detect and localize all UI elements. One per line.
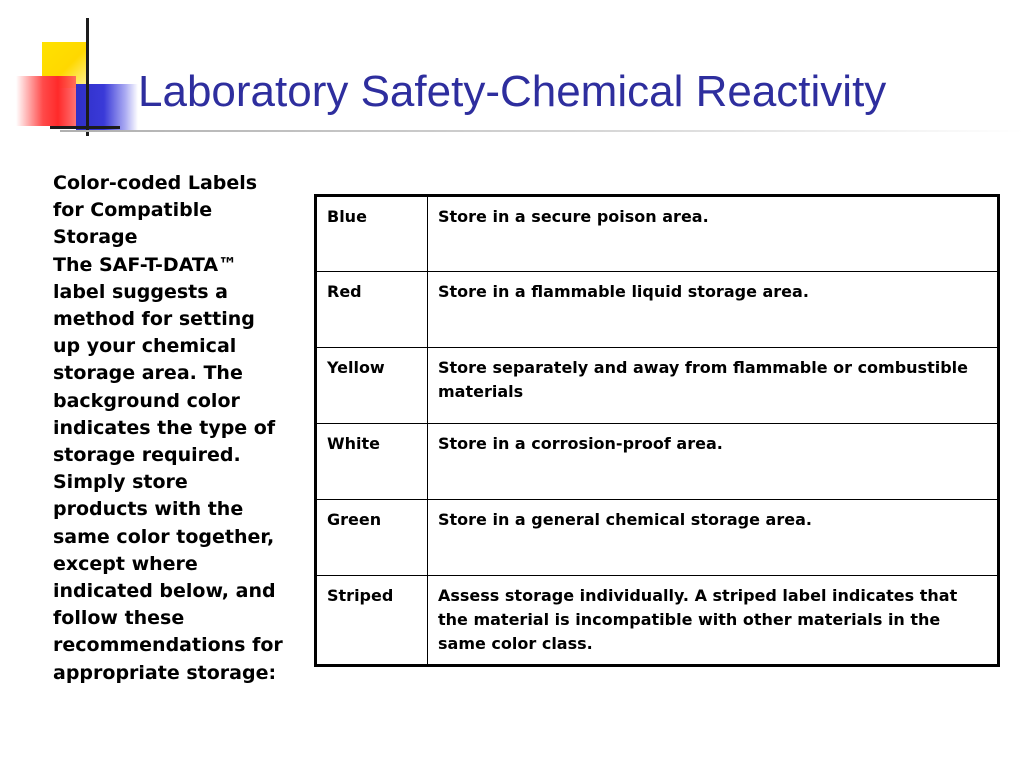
table-row	[316, 348, 999, 424]
color-cell: White	[316, 424, 428, 500]
body-text	[53, 170, 285, 687]
color-cell: Striped	[316, 576, 428, 666]
body-heading: Color-coded Labels for Compatible Storage	[53, 172, 258, 249]
instruction-cell: Store in a general chemical storage area.	[428, 500, 999, 576]
logo-horizontal-line	[50, 126, 120, 129]
storage-table	[314, 194, 1000, 667]
logo-vertical-line	[86, 18, 89, 136]
color-cell: Green	[316, 500, 428, 576]
instruction-cell: Assess storage individually. A striped label indicates that the material is incompatible with other materials in the same color class.	[428, 576, 999, 666]
table-row	[316, 424, 999, 500]
table-row	[316, 500, 999, 576]
slide-title: Laboratory Safety-Chemical Reactivity	[138, 67, 887, 116]
logo-red-square	[16, 76, 76, 126]
instruction-cell: Store separately and away from flammable or combustible materials	[428, 348, 999, 424]
instruction-cell: Store in a secure poison area.	[428, 196, 999, 272]
color-cell: Blue	[316, 196, 428, 272]
instruction-cell: Store in a flammable liquid storage area.	[428, 272, 999, 348]
instruction-cell: Store in a corrosion-proof area.	[428, 424, 999, 500]
body-paragraph: The SAF-T-DATA™ label suggests a method for setting up your chemical storage area. The background color indicates the type of storage required. Simply store products with the same color together, except where indicated below, and follow these recommendations for appropriate storage:	[53, 253, 283, 684]
color-cell: Yellow	[316, 348, 428, 424]
color-cell: Red	[316, 272, 428, 348]
table-row	[316, 576, 999, 666]
title-divider	[60, 130, 1024, 132]
table-row	[316, 272, 999, 348]
logo-icon	[0, 0, 140, 140]
table-row	[316, 196, 999, 272]
